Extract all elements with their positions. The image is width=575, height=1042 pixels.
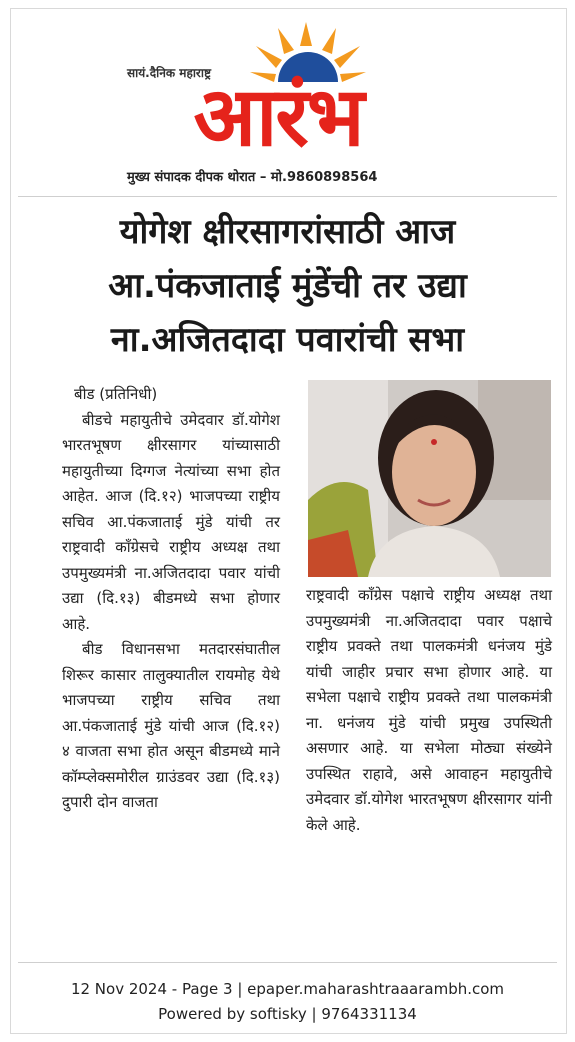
article-column-left <box>62 382 280 816</box>
headline-line-3: ना.अजितदादा पवारांची सभा <box>110 320 465 360</box>
article-paragraph-3: राष्ट्रवादी कॉंग्रेस पक्षाचे राष्ट्रीय अध्यक्ष तथा उपमुख्यमंत्री ना.अजितदादा पवार पक्षाचे राष्ट्रीय प्रवक्ते तथा पालकमंत्री धनंजय मुंडे यांची जाहीर प्रचार सभा होणार आहे. या सभेला पक्षाचे राष्ट्रीय प्रवक्ते तथा पालकमंत्री ना. धनंजय मुंडे यांची प्रमुख उपस्थिती असणार आहे. या सभेला मोठ्या संख्येने उपस्थित राहावे, असे आवाहन महायुतीचे उमेदवार डॉ.योगेश भारतभूषण क्षीरसागर यांनी केले आहे. <box>306 586 552 834</box>
portrait-image <box>308 380 551 577</box>
footer-divider <box>18 962 557 963</box>
article-paragraph-1: बीडचे महायुतीचे उमेदवार डॉ.योगेश भारतभूषण क्षीरसागर यांच्यासाठी महायुतीच्या दिग्गज नेत्यांच्या सभा होत आहेत. आज (दि.१२) भाजपच्या राष्ट्रीय सचिव आ.पंकजाताई मुंडे यांची तर राष्ट्रवादी कॉंग्रेसचे राष्ट्रीय अध्यक्ष तथा उपमुख्यमंत्री ना.अजितदादा पवार यांची उद्या (दि.१३) बीडमध्ये सभा होणार आहे. <box>62 410 280 633</box>
editor-line: मुख्य संपादक दीपक थोरात – मो.9860898564 <box>127 170 378 185</box>
article-column-right <box>306 583 552 838</box>
headline-line-1: योगेश क्षीरसागरांसाठी आज <box>119 212 456 252</box>
footer-date-site: 12 Nov 2024 - Page 3 | epaper.maharashtraaarambh.com <box>70 980 505 998</box>
masthead-logo: आरंभ <box>193 70 363 165</box>
footer-powered-by: Powered by softisky | 9764331134 <box>158 1005 417 1023</box>
article-headline <box>20 205 555 367</box>
masthead-divider <box>18 196 557 197</box>
headline-line-2: आ.पंकजाताई मुंडेंची तर उद्या <box>108 266 467 306</box>
footer-line-2 <box>0 1005 575 1023</box>
dateline: बीड (प्रतिनिधी) <box>74 385 158 403</box>
masthead-tagline: सायं.दैनिक महाराष्ट्र <box>127 66 211 80</box>
footer-line-1 <box>0 980 575 998</box>
article-paragraph-2: बीड विधानसभा मतदारसंघातील शिरूर कासार तालुक्यातील रायमोह येथे भाजपच्या राष्ट्रीय सचिव तथा आ.पंकजाताई मुंडे यांची आज (दि.१२) ४ वाजता सभा होत असून बीडमध्ये माने कॉम्प्लेक्समोरील ग्राउंडवर उद्या (दि.१३) दुपारी दोन वाजता <box>62 640 280 811</box>
article-photo <box>308 380 551 577</box>
